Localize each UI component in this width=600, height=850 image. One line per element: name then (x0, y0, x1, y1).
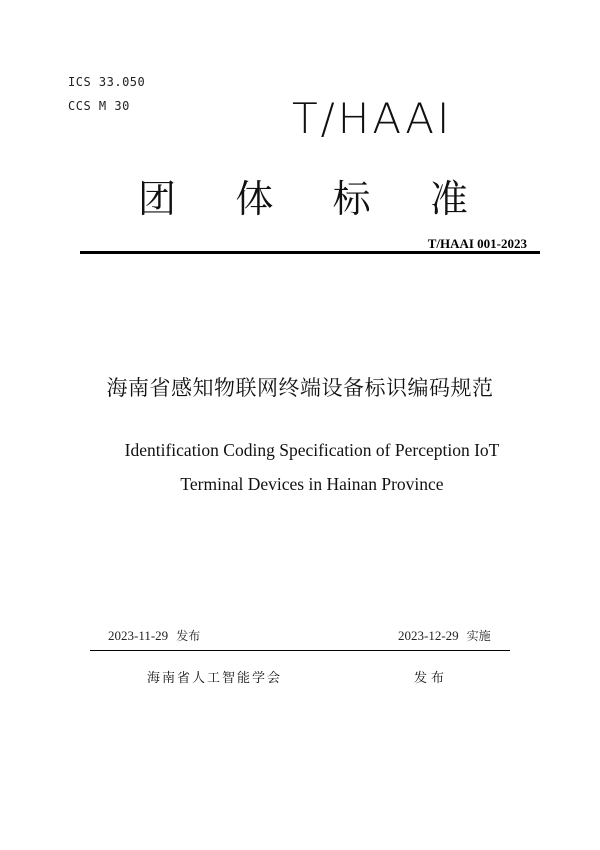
document-type-char: 标 (332, 177, 371, 221)
document-type-char: 准 (429, 177, 468, 221)
title-english-line: Identification Coding Specification of Perception IoT (124, 440, 500, 460)
ics-code: ICS 33.050 (68, 75, 146, 89)
issue-date-label: 发布 (176, 629, 201, 643)
title-english-line: Terminal Devices in Hainan Province (180, 474, 444, 494)
standard-number: T/HAAI 001-2023 (427, 236, 527, 251)
implementation-date-value: 2023-12-29 (398, 628, 459, 643)
ccs-code: CCS M 30 (68, 99, 130, 113)
title-english (0, 433, 600, 501)
document-type-char: 团 (138, 177, 177, 221)
bottom-divider (90, 650, 510, 651)
document-type-char: 体 (235, 177, 274, 221)
org-code: T/HAAI (292, 94, 453, 143)
issue-date (108, 627, 200, 644)
document-type (138, 168, 468, 223)
publisher: 海南省人工智能学会 (147, 671, 283, 686)
top-divider (80, 251, 540, 254)
issue-date-value: 2023-11-29 (108, 628, 169, 643)
implementation-date-label: 实施 (466, 629, 491, 643)
implementation-date (398, 627, 491, 644)
title-chinese: 海南省感知物联网终端设备标识编码规范 (106, 376, 494, 400)
publish-label: 发布 (414, 671, 449, 686)
